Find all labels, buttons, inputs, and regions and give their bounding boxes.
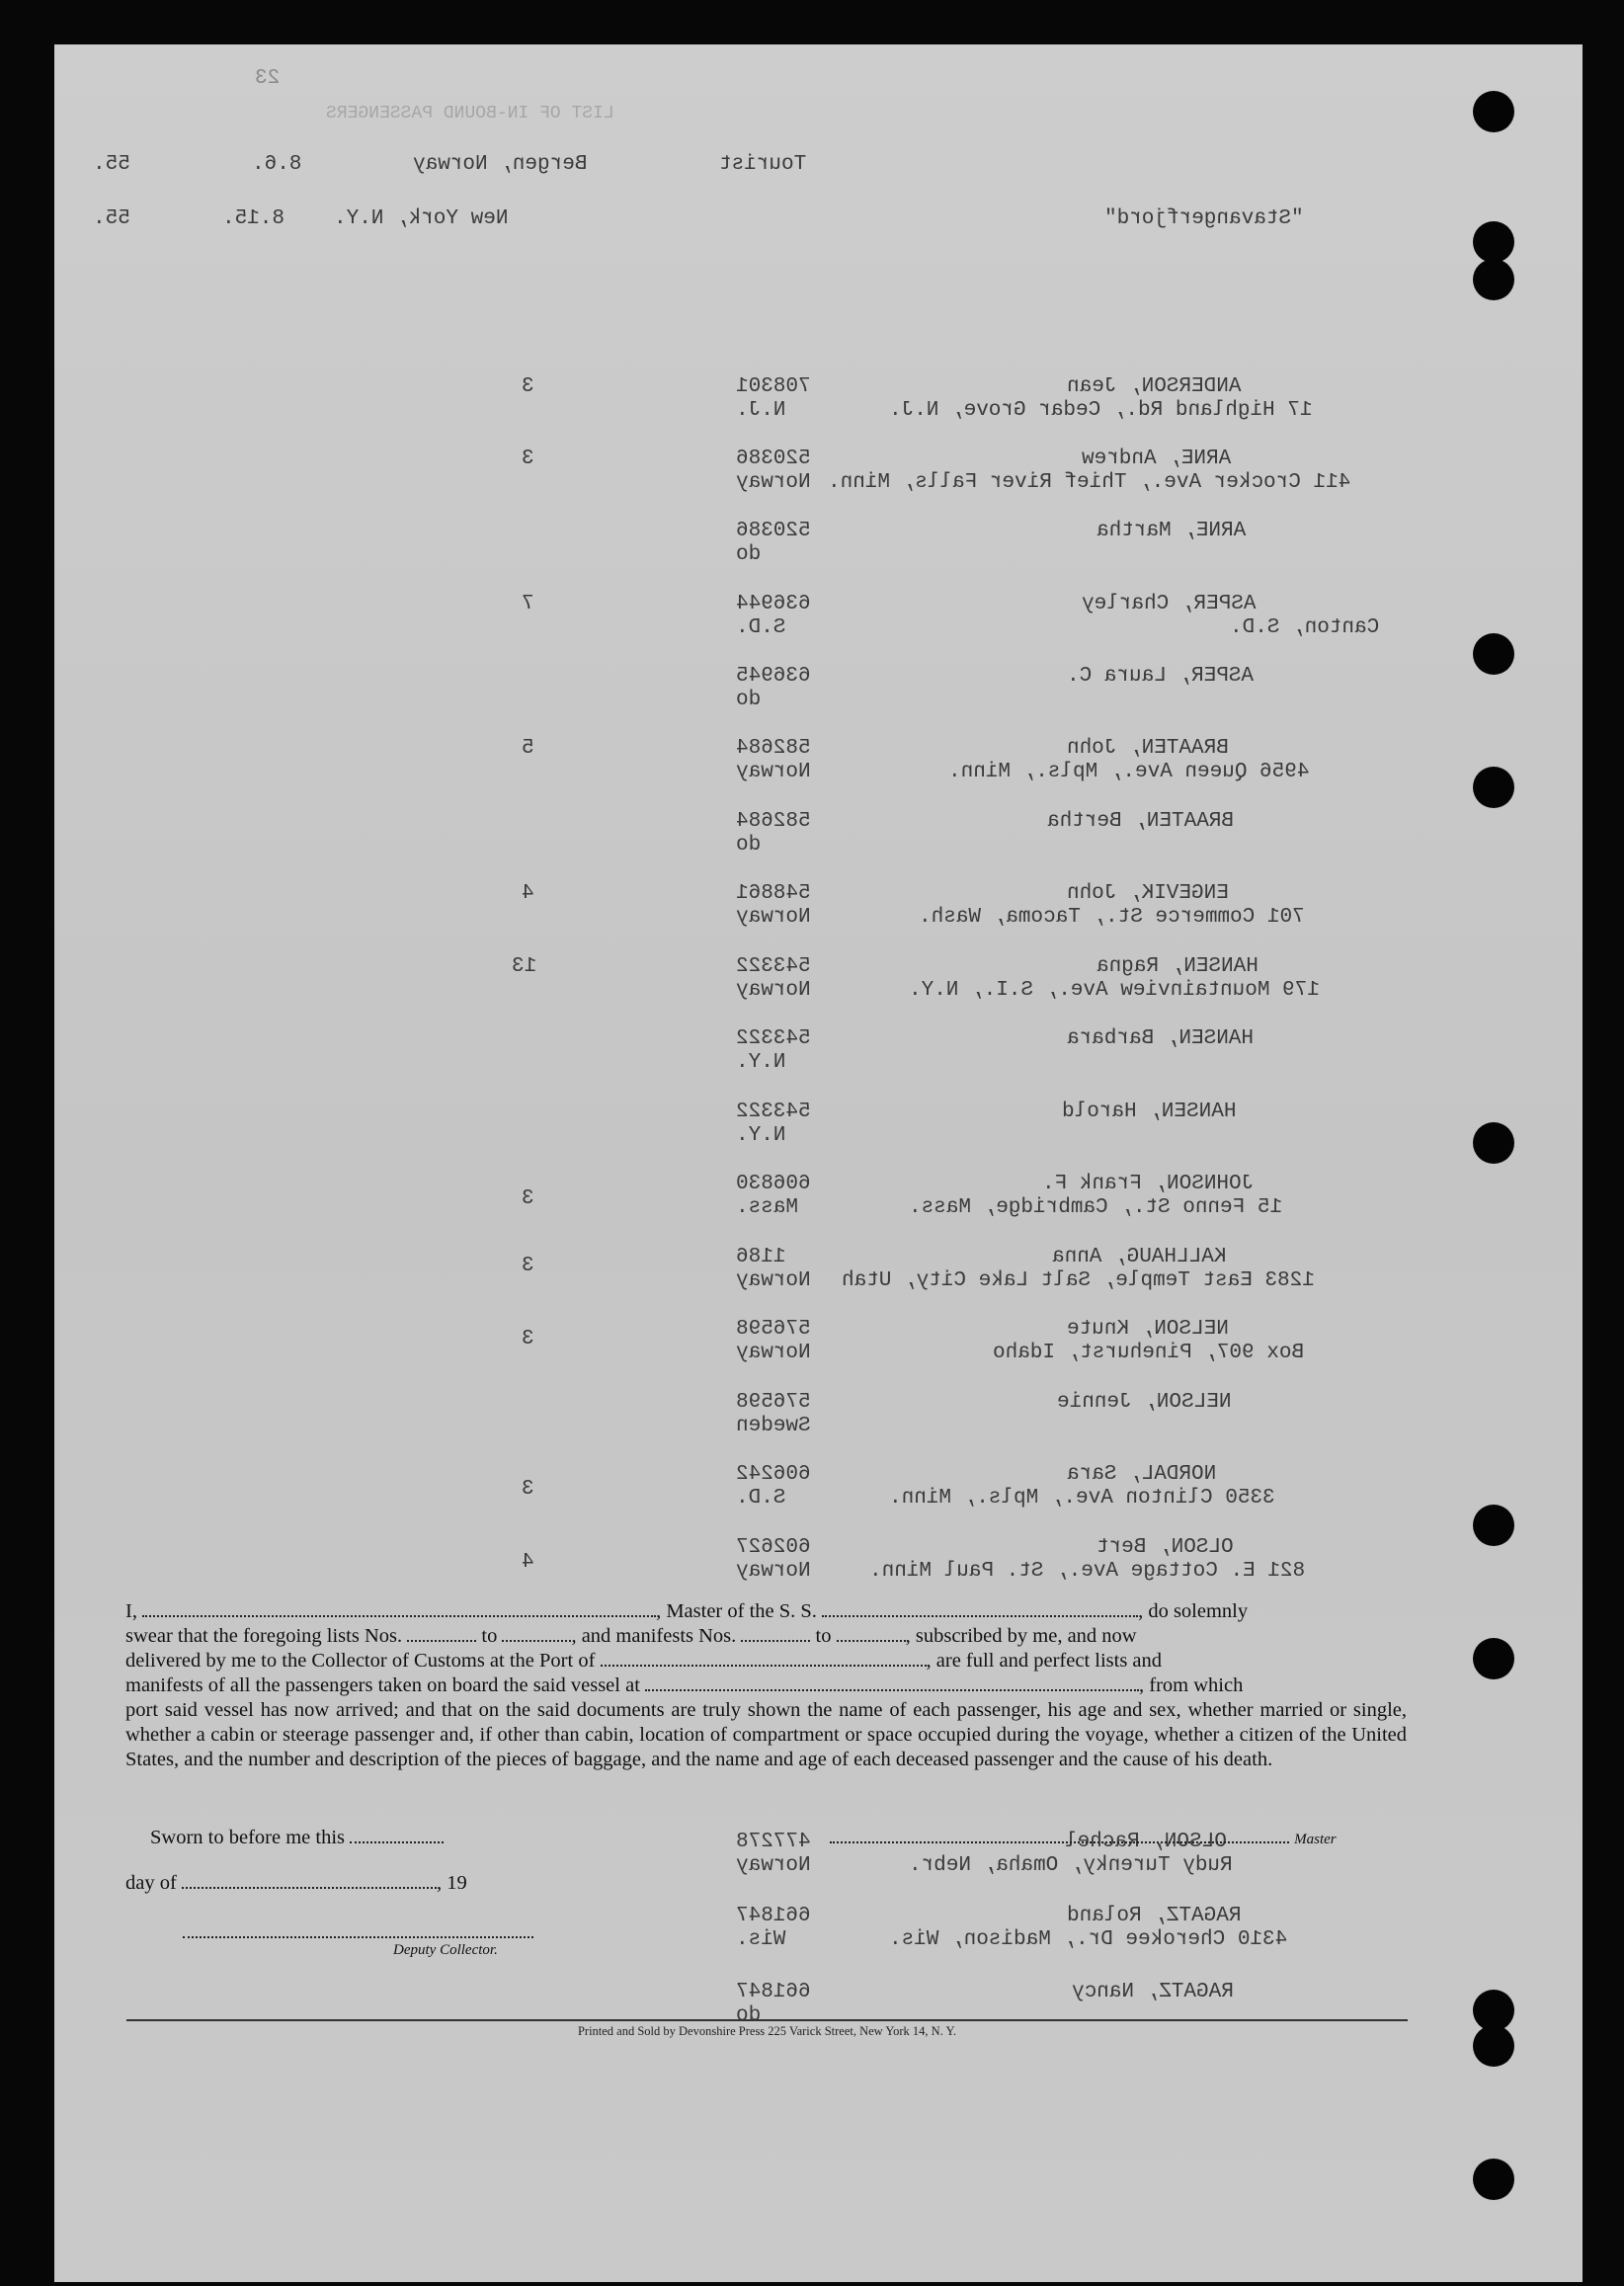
punch-hole [1473, 633, 1514, 675]
entry-number: 636945 [736, 665, 811, 688]
entry-mark: 3 [522, 1255, 534, 1277]
punch-hole [1473, 91, 1514, 132]
entry-address: 15 Fenno St., Cambridge, Mass. [909, 1196, 1283, 1219]
entry-number: 576598 [736, 1318, 811, 1341]
entry-mark: 3 [522, 375, 534, 398]
oath-delivered: delivered by me to the Collector of Customs at the Port of [125, 1650, 596, 1672]
entry-name: ANDERSON, Jean [1067, 375, 1242, 398]
master-caption: Master [1294, 1832, 1337, 1847]
punch-hole [1473, 1638, 1514, 1679]
entry-address: Rudy Turenky, Omaha, Nebr. [909, 1854, 1233, 1877]
entry-number: 477278 [736, 1831, 811, 1853]
punch-hole [1473, 1122, 1514, 1164]
entry-address: 4310 Cherokee Dr., Madison, Wis. [889, 1928, 1288, 1951]
entry-place: Mass. [736, 1196, 799, 1219]
sworn-text: Sworn to before me this [150, 1827, 345, 1848]
entry-place: Norway [736, 906, 811, 929]
year-text: , 19 [436, 1872, 467, 1894]
entry-name: HANSEN, Barbara [1067, 1027, 1255, 1050]
year-to: 55. [93, 207, 130, 230]
entry-number: 582684 [736, 810, 811, 833]
entry-place: Norway [736, 1342, 811, 1364]
entry-place: do [736, 2004, 762, 2027]
oath-i: I, [125, 1600, 137, 1622]
entry-address: 1283 East Temple, Salt Lake City, Utah [842, 1269, 1315, 1292]
entry-address: 4956 Queen Ave., Mpls., Minn. [948, 761, 1310, 783]
ghost-heading: LIST OF IN-BOUND PASSENGERS [326, 104, 614, 123]
entry-mark: 13 [512, 955, 537, 978]
entry-number: 576598 [736, 1391, 811, 1414]
entry-place: Norway [736, 979, 811, 1002]
entry-mark: 3 [522, 1328, 534, 1350]
entry-place: Norway [736, 1560, 811, 1583]
port-from: Bergen, Norway [413, 153, 588, 176]
entry-number: 708301 [736, 375, 811, 398]
oath-do-solemnly: , do solemnly [1138, 1600, 1249, 1622]
entry-number: 661847 [736, 1905, 811, 1927]
entry-mark: 3 [522, 1478, 534, 1501]
oath-are-full: , are full and perfect lists and [926, 1650, 1163, 1672]
entry-address: 821 E. Cottage Ave., St. Paul Minn. [869, 1560, 1306, 1583]
entry-name: BRAATEN, Bertha [1047, 810, 1235, 833]
entry-name: JOHNSON, Frank F. [1042, 1173, 1255, 1195]
entry-name: NELSON, Knute [1067, 1318, 1229, 1341]
entry-place: Norway [736, 1854, 811, 1877]
entry-number: 520386 [736, 448, 811, 470]
entry-mark: 7 [522, 593, 534, 615]
entry-mark: 4 [522, 1551, 534, 1574]
punch-hole [1473, 2025, 1514, 2067]
entry-mark: 3 [522, 1187, 534, 1210]
oath-master-of: , Master of the S. S. [656, 1600, 817, 1622]
entry-name: BRAATEN, John [1067, 737, 1229, 760]
date-to: 8.15. [222, 207, 285, 230]
punch-hole [1473, 1505, 1514, 1546]
entry-mark: 5 [522, 737, 534, 760]
entry-number: 520386 [736, 520, 811, 542]
oath-subscribed: , subscribed by me, and now [905, 1625, 1137, 1647]
entry-mark: 3 [522, 448, 534, 470]
entry-address: 3350 Clinton Ave., Mpls., Minn. [889, 1487, 1275, 1510]
printer-footer: Printed and Sold by Devonshire Press 225 Varick Street, New York 14, N. Y. [577, 2024, 957, 2038]
entry-number: 543322 [736, 1101, 811, 1123]
entry-number: 548861 [736, 882, 811, 905]
punch-hole [1473, 221, 1514, 263]
entry-place: Sweden [736, 1415, 811, 1437]
entry-place: Norway [736, 1269, 811, 1292]
entry-number: 636944 [736, 593, 811, 615]
entry-name: HANSEN, Harold [1062, 1101, 1237, 1123]
entry-number: 543322 [736, 1027, 811, 1050]
class-label: Tourist [719, 153, 807, 176]
entry-address: 17 Highland Rd., Cedar Grove, N.J. [889, 399, 1313, 422]
entry-place: do [736, 689, 762, 711]
deputy-caption: Deputy Collector. [393, 1942, 498, 1958]
punch-hole [1473, 2159, 1514, 2200]
document-page [54, 44, 1583, 2282]
entry-name: NORDAL, Sara [1067, 1463, 1217, 1486]
entry-place: S.D. [736, 616, 786, 639]
entry-place: N.Y. [736, 1051, 786, 1074]
entry-place: N.J. [736, 399, 786, 422]
oath-to: to [481, 1625, 498, 1647]
master-line [830, 1826, 1337, 1849]
year-from: 55. [93, 153, 130, 176]
entry-name: RAGATZ, Roland [1067, 1905, 1242, 1927]
entry-place: N.Y. [736, 1124, 786, 1147]
entry-place: Norway [736, 471, 811, 494]
entry-number: 606830 [736, 1173, 811, 1195]
entry-address: 179 Mountainview Ave., S.I., N.Y. [909, 979, 1320, 1002]
oath-and-manifests: , and manifests Nos. [571, 1625, 737, 1647]
entry-mark: 4 [522, 882, 534, 905]
entry-name: OLSON, Rachel [1065, 1831, 1227, 1853]
footer-rule [126, 2019, 1408, 2021]
entry-name: HANSEN, Ragna [1096, 955, 1259, 978]
oath-rest: port said vessel has now arrived; and that on the said documents are truly shown the name of each passenger, his age and sex, whether married or single, whether a cabin or steerage passenger and, if other than cabin, location of compartment or space occupied during the voyage, whether a citizen of the United States, and the number and description of the pieces of baggage, and the name and age of each deceased passenger and the cause of his death. [125, 1699, 1407, 1770]
entry-name: ASPER, Charley [1082, 593, 1257, 615]
entry-place: do [736, 834, 762, 857]
port-to: New York, N.Y. [334, 207, 509, 230]
entry-place: Norway [736, 761, 811, 783]
entry-name: ASPER, Laura C. [1067, 665, 1255, 688]
entry-name: ARNE, Andrew [1082, 448, 1232, 470]
entry-name: ARNE, Martha [1096, 520, 1247, 542]
entry-place: S.D. [736, 1487, 786, 1510]
entry-name: RAGATZ, Nancy [1072, 1981, 1234, 2003]
entry-name: OLSON, Bert [1096, 1536, 1234, 1559]
entry-place: Wis. [736, 1928, 786, 1951]
deputy-line [183, 1920, 533, 1944]
oath-to2: to [815, 1625, 832, 1647]
entry-name: NELSON, Jennie [1057, 1391, 1232, 1414]
entry-number: 602627 [736, 1536, 811, 1559]
sworn-line [150, 1826, 444, 1849]
entry-address: Box 907, Pinehurst, Idaho [993, 1342, 1305, 1364]
oath-swear: swear that the foregoing lists Nos. [125, 1625, 403, 1647]
day-of-text: day of [125, 1872, 177, 1894]
punch-hole [1473, 259, 1514, 300]
entry-number: 543322 [736, 955, 811, 978]
oath-manifests-all: manifests of all the passengers taken on board the said vessel at [125, 1674, 640, 1696]
page-number: 23 [255, 67, 281, 90]
entry-address: 411 Crocker Ave., Thief River Falls, Minn. [828, 471, 1351, 494]
vessel-name: "Stavangerfjord" [1104, 207, 1304, 230]
punch-hole [1473, 767, 1514, 808]
entry-place: do [736, 543, 762, 566]
entry-name: KALLHAUG, Anna [1052, 1246, 1227, 1268]
entry-number: 606242 [736, 1463, 811, 1486]
entry-number: 661847 [736, 1981, 811, 2003]
entry-address: 701 Commerce St., Tacoma, Wash. [919, 906, 1305, 929]
day-line [125, 1871, 467, 1895]
entry-address: Canton, S.D. [1230, 616, 1380, 639]
entry-number: 582684 [736, 737, 811, 760]
oath-from-which: , from which [1139, 1674, 1244, 1696]
entry-name: ENGEVIK, John [1067, 882, 1229, 905]
entry-number: 1186 [736, 1246, 786, 1268]
oath-paragraph [125, 1599, 1407, 1772]
date-from: 8.6. [252, 153, 302, 176]
